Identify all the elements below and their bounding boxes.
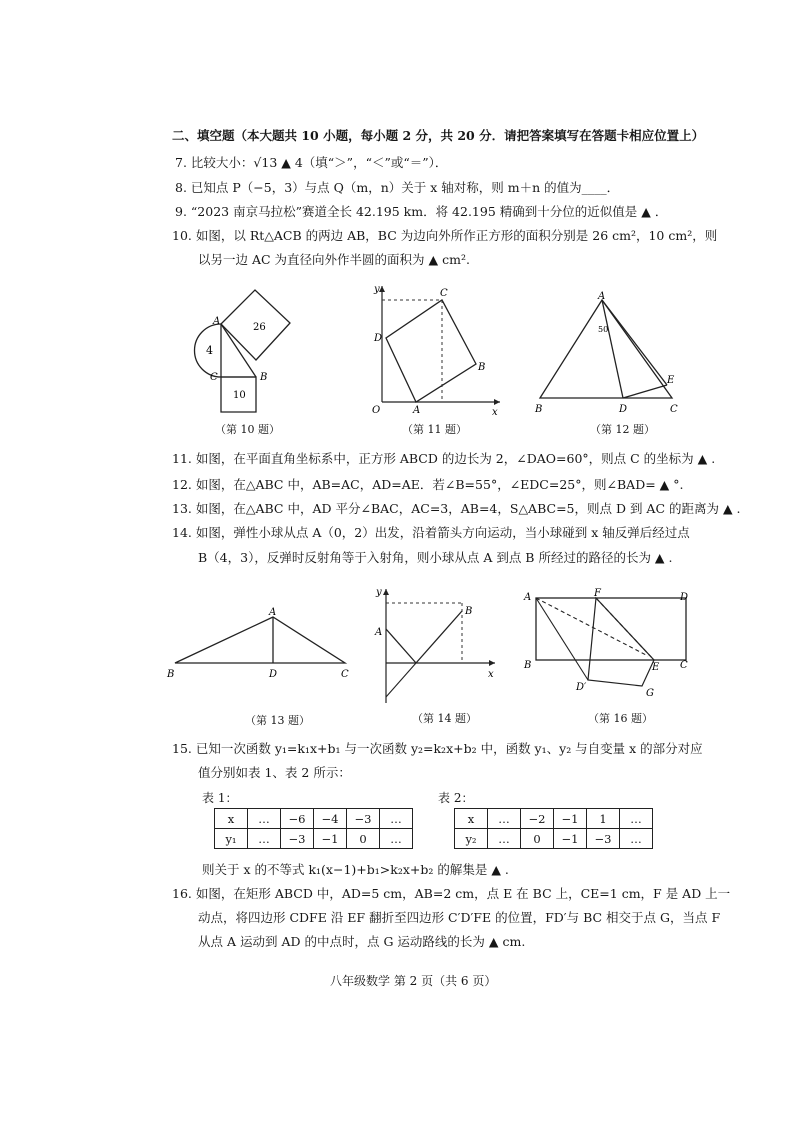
figure-10 — [190, 278, 320, 418]
figure-12 — [530, 290, 690, 418]
table-cell: −3 — [281, 829, 314, 849]
question-9: 9. “2023 南京马拉松”赛道全长 42.195 km．将 42.195 精确到十分位的近似值是 ▲ ． — [175, 204, 668, 219]
section-heading: 二、填空题（本大题共 10 小题，每小题 2 分，共 20 分．请把答案填写在答题卡相应位置上） — [172, 128, 705, 143]
point-a-label: A — [269, 607, 277, 618]
point-c-label: C — [210, 372, 218, 383]
point-d-label: D — [619, 404, 628, 415]
triangle-abc — [175, 617, 345, 663]
table-row — [215, 809, 413, 829]
table-1-label: 表 1： — [202, 791, 238, 805]
figure-11 — [360, 278, 510, 418]
question-11: 11. 如图，在平面直角坐标系中，正方形 ABCD 的边长为 2，∠DAO=60°，则点 C 的坐标为 ▲ . — [172, 451, 716, 466]
point-a-label: A — [375, 627, 383, 638]
point-a-label: A — [413, 405, 421, 416]
question-16-line-2: 动点，将四边形 CDFE 沿 EF 翻折至四边形 C′D′FE 的位置，FD′与 BC 相交于点 G，当点 F — [198, 910, 721, 925]
table-cell: y₁ — [215, 829, 248, 849]
table-cell: y₂ — [455, 829, 488, 849]
point-d-label: D — [374, 333, 383, 344]
question-15-line-1: 15. 已知一次函数 y₁=k₁x+b₁ 与一次函数 y₂=k₂x+b₂ 中，函数 y₁、y₂ 与自变量 x 的部分对应 — [172, 741, 703, 756]
rectangle-abcd — [536, 598, 686, 660]
table-cell: … — [248, 829, 281, 849]
table-row — [455, 829, 653, 849]
table-cell: … — [380, 829, 413, 849]
x-axis-label: x — [492, 407, 498, 418]
point-d-label: D — [680, 592, 689, 603]
incident-path — [386, 629, 416, 663]
point-b-label: B — [524, 660, 532, 671]
table-cell: −2 — [521, 809, 554, 829]
question-12: 12. 如图，在△ABC 中，AB=AC，AD=AE．若∠B=55°，∠EDC=25°，则∠BAD= ▲ °. — [172, 477, 684, 492]
angle-note: 50 — [598, 325, 609, 334]
caption-16: （第 16 题） — [588, 712, 653, 725]
caption-13: （第 13 题） — [245, 714, 310, 727]
table-cell: 0 — [347, 829, 380, 849]
point-f-label: F — [594, 588, 601, 599]
point-b-label: B — [465, 606, 473, 617]
caption-10: （第 10 题） — [215, 423, 280, 436]
folded-quadrilateral — [588, 598, 654, 686]
square-abcd — [386, 300, 476, 402]
table-cell: −1 — [554, 809, 587, 829]
y-axis-label: y — [374, 284, 380, 295]
point-a-label: A — [213, 316, 221, 327]
label-10: 10 — [233, 390, 246, 401]
table-2 — [454, 808, 653, 849]
table-row — [455, 809, 653, 829]
table-cell: … — [488, 809, 521, 829]
table-2-label: 表 2： — [438, 791, 474, 805]
point-d-label: D — [269, 669, 278, 680]
table-cell: −1 — [554, 829, 587, 849]
table-cell: −3 — [347, 809, 380, 829]
figure-16 — [520, 588, 695, 708]
question-15-line-3: 则关于 x 的不等式 k₁(x−1)+b₁>k₂x+b₂ 的解集是 ▲ . — [202, 862, 509, 877]
table-1 — [214, 808, 413, 849]
table-cell: … — [620, 829, 653, 849]
origin-label: O — [372, 405, 381, 416]
table-cell: 1 — [587, 809, 620, 829]
caption-11: （第 11 题） — [402, 423, 467, 436]
table-cell: … — [488, 829, 521, 849]
question-8: 8. 已知点 P（−5，3）与点 Q（m，n）关于 x 轴对称，则 m＋n 的值为____． — [175, 180, 620, 195]
table-cell: … — [620, 809, 653, 829]
point-g-label: G — [646, 688, 654, 699]
figure-13 — [165, 605, 355, 683]
table-cell: −4 — [314, 809, 347, 829]
figure-14 — [370, 585, 500, 707]
table-cell: −3 — [587, 829, 620, 849]
question-13: 13. 如图，在△ABC 中，AD 平分∠BAC，AC=3，AB=4，S△ABC=5，则点 D 到 AC 的距离为 ▲ . — [172, 501, 741, 516]
y-axis-label: y — [376, 587, 382, 598]
question-14-line-1: 14. 如图，弹性小球从点 A（0，2）出发，沿着箭头方向运动，当小球碰到 x 轴反弹后经过点 — [172, 525, 690, 540]
table-row — [215, 829, 413, 849]
question-14-line-2: B（4，3），反弹时反射角等于入射角，则小球从点 A 到点 B 所经过的路径的长为 ▲ . — [198, 550, 673, 565]
table-cell: … — [380, 809, 413, 829]
question-7: 7. 比较大小：√13 ▲ 4（填“＞”，“＜”或“＝”）． — [175, 155, 448, 170]
table-cell: −1 — [314, 829, 347, 849]
question-16-line-3: 从点 A 运动到 AD 的中点时，点 G 运动路线的长为 ▲ cm. — [198, 934, 526, 949]
point-a-label: A — [598, 291, 606, 302]
reflected-path — [416, 611, 462, 663]
label-26: 26 — [253, 322, 266, 333]
table-cell: 0 — [521, 829, 554, 849]
question-10-line-1: 10. 如图，以 Rt△ACB 的两边 AB，BC 为边向外所作正方形的面积分别是 26 cm²，10 cm²，则 — [172, 228, 718, 243]
page-footer: 八年级数学 第 2 页（共 6 页） — [330, 974, 497, 988]
triangle-abc — [540, 300, 672, 398]
question-10-line-2: 以另一边 AC 为直径向外作半圆的面积为 ▲ cm². — [198, 252, 470, 267]
point-b-label: B — [478, 362, 486, 373]
question-16-line-1: 16. 如图，在矩形 ABCD 中，AD=5 cm，AB=2 cm，点 E 在 BC 上，CE=1 cm，F 是 AD 上一 — [172, 886, 731, 901]
label-4: 4 — [206, 344, 213, 357]
point-c-label: C — [670, 404, 678, 415]
table-cell: x — [215, 809, 248, 829]
caption-12: （第 12 题） — [590, 423, 655, 436]
table-cell: −6 — [281, 809, 314, 829]
point-e-label: E — [667, 375, 675, 386]
point-c-label: C — [440, 288, 448, 299]
caption-14: （第 14 题） — [412, 712, 477, 725]
point-b-label: B — [167, 669, 175, 680]
point-b-label: B — [535, 404, 543, 415]
table-cell: … — [248, 809, 281, 829]
point-c-label: C — [341, 669, 349, 680]
question-15-line-2: 值分别如表 1、表 2 所示： — [198, 765, 351, 780]
point-d-prime-label: D′ — [576, 682, 587, 693]
table-cell: x — [455, 809, 488, 829]
point-e-label: E — [652, 662, 660, 673]
point-a-label: A — [524, 592, 532, 603]
point-b-label: B — [260, 372, 268, 383]
point-c-label: C — [680, 660, 688, 671]
x-axis-label: x — [488, 669, 494, 680]
